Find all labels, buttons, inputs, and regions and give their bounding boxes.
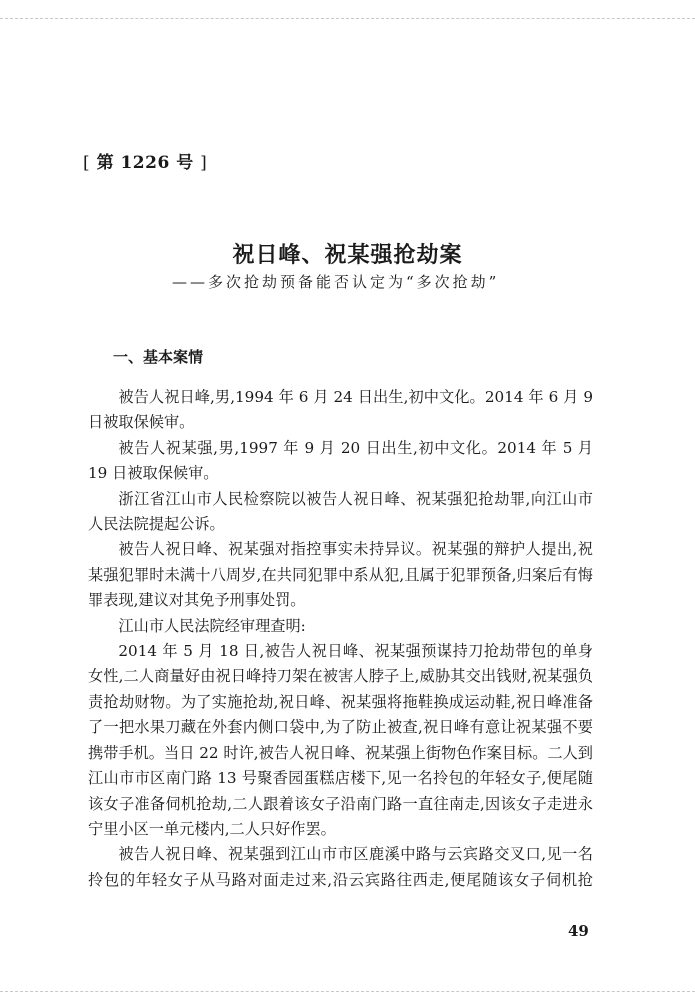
case-number-close-bracket: ] <box>200 153 208 173</box>
paragraph: 被告人祝日峰、祝某强到江山市市区鹿溪中路与云宾路交叉口,见一名拎包的年轻女子从马路对面走过来,沿云宾路往西走,便尾随该女子伺机抢 <box>88 845 593 889</box>
scan-edge-bottom <box>0 991 695 992</box>
paragraph: 浙江省江山市人民检察院以被告人祝日峰、祝某强犯抢劫罪,向江山市人民法院提起公诉。 <box>88 489 593 534</box>
scan-edge-top <box>0 18 695 19</box>
paragraph: 被告人祝日峰,男,1994 年 6 月 24 日出生,初中文化。2014 年 6 月 9 日被取保候审。 <box>88 388 593 432</box>
document-title: 祝日峰、祝某强抢劫案 <box>232 242 463 268</box>
paragraph: 被告人祝日峰、祝某强对指控事实未持异议。祝某强的辩护人提出,祝某强犯罪时未满十八周岁,在共同犯罪中系从犯,且属于犯罪预备,归案后有悔罪表现,建议对其免予刑事处罚。 <box>88 540 593 610</box>
case-number-open-bracket: [ <box>83 153 91 173</box>
document-subtitle: ——多次抢劫预备能否认定为“多次抢劫” <box>172 273 500 291</box>
section-heading: 一、基本案情 <box>113 348 204 366</box>
case-number <box>83 148 207 173</box>
body-text <box>88 385 593 893</box>
paragraph: 被告人祝某强,男,1997 年 9 月 20 日出生,初中文化。2014 年 5 月 19 日被取保候审。 <box>88 438 593 483</box>
paragraph: 2014 年 5 月 18 日,被告人祝日峰、祝某强预谋持刀抢劫带包的单身女性,二人商量好由祝日峰持刀架在被害人脖子上,威胁其交出钱财,祝某强负责抢劫财物。为了实施抢劫,祝日峰、祝某强将拖鞋换成运动鞋,祝日峰准备了一把水果刀藏在外套内侧口袋中,为了防止被查,祝日峰有意让祝某强不要携带手机。当日 22 时许,被告人祝日峰、祝某强上街物色作案目标。二人到江山市市区南门路 13 号聚香园蛋糕店楼下,见一名拎包的年轻女子,便尾随该女子准备伺机抢劫,二人跟着该女子沿南门路一直往南走,因该女子走进永宁里小区一单元楼内,二人只好作罢。 <box>88 642 593 838</box>
case-number-label: 第 1226 号 <box>96 153 194 173</box>
page-number: 49 <box>568 922 589 940</box>
paragraph: 江山市人民法院经审理查明: <box>118 616 306 635</box>
